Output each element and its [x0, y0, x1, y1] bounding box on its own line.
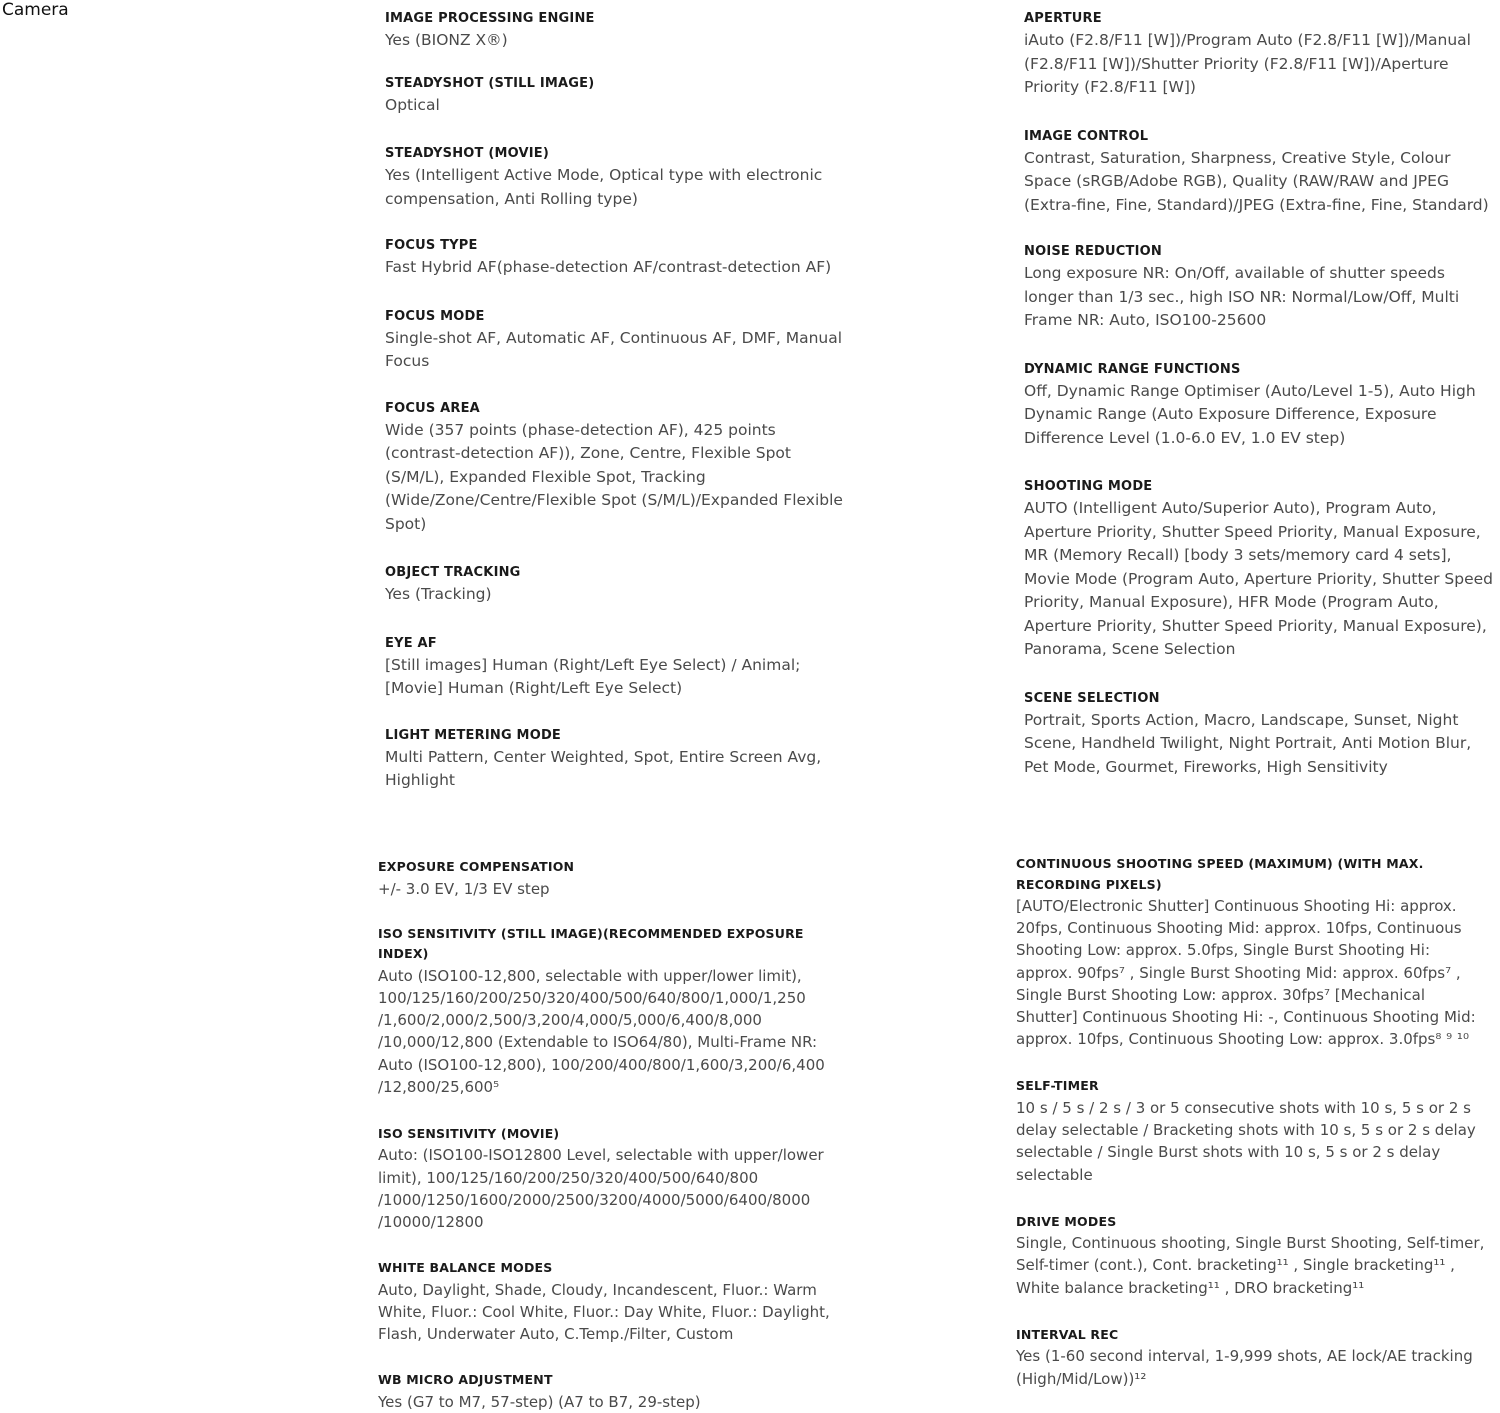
spec-label: SHOOTING MODE: [1024, 479, 1153, 494]
spec-value: AUTO (Intelligent Auto/Superior Auto), Program Auto, Aperture Priority, Shutter Speed Priority, Manual Exposure, MR (Memory Recall) [body 3 sets/memory card 4 sets], Movie Mode (Program Auto, Aperture Priority, Shutter Speed Priority, Manual Exposure), HFR Mode (Program Auto, Aperture Priority, Shutter Speed Priority, Manual Exposure), Panorama, Scene Selection: [1024, 499, 1494, 658]
spec-label: LIGHT METERING MODE: [385, 727, 562, 743]
spec-interval-rec: [1016, 1325, 1486, 1390]
spec-value: Yes (Tracking): [385, 585, 492, 603]
spec-column-4: [1016, 854, 1486, 1390]
spec-scene-selection: [1024, 688, 1494, 780]
spec-label: WB MICRO ADJUSTMENT: [378, 1372, 553, 1388]
spec-focus-type: [385, 235, 855, 280]
spec-shooting-mode: [1024, 476, 1494, 662]
spec-light-metering-mode: [385, 725, 855, 793]
spec-column-3: [378, 857, 843, 1413]
spec-column-2: [1024, 8, 1494, 779]
spec-steadyshot-still: [385, 73, 855, 118]
spec-label: SCENE SELECTION: [1024, 690, 1160, 706]
spec-white-balance-modes: [378, 1258, 843, 1345]
spec-value: [AUTO/Electronic Shutter] Continuous Shooting Hi: approx. 20fps, Continuous Shooting Mid: approx. 10fps, Continuous Shooting Low: approx. 5.0fps, Single Burst Shooting Hi: approx. 90fps⁷ , Single Burst Shooting Mid: approx. 60fps⁷ , Single Burst Shooting Low: approx. 30fps⁷ [Mechanical Shutter] Continuous Shooting Hi: -, Continuous Shooting Mid: approx. 10fps, Continuous Shooting Low: approx. 3.0fps⁸ ⁹ ¹⁰: [1016, 897, 1476, 1049]
spec-value: 10 s / 5 s / 2 s / 3 or 5 consecutive shots with 10 s, 5 s or 2 s delay selectable / Bracketing shots with 10 s, 5 s or 2 s delay selectable / Single Burst shots with 10 s, 5 s or 2 s delay selectable: [1016, 1098, 1476, 1184]
spec-label: STEADYSHOT (MOVIE): [385, 146, 550, 161]
spec-value: Auto (ISO100-12,800, selectable with upper/lower limit), 100/125/160/200/250/320/400/500/640/800/1,000/1,250 /1,600/2,000/2,500/3,200/4,000/5,000/6,400/8,000 /10,000/12,800 (Extendable to ISO64/80), Multi-Frame NR: Auto (ISO100-12,800), 100/200/400/800/1,600/3,200/6,400 /12,800/25,600⁵: [378, 966, 825, 1096]
spec-label: STEADYSHOT (STILL IMAGE): [385, 75, 595, 91]
spec-value: Off, Dynamic Range Optimiser (Auto/Level 1-5), Auto High Dynamic Range (Auto Exposure Difference, Exposure Difference Level (1.0-6.0 EV, 1.0 EV step): [1024, 381, 1476, 447]
spec-focus-area: [385, 398, 855, 537]
spec-value: Contrast, Saturation, Sharpness, Creative Style, Colour Space (sRGB/Adobe RGB), Quality (RAW/RAW and JPEG (Extra-fine, Fine, Standard)/JPEG (Extra-fine, Fine, Standard): [1024, 148, 1489, 214]
spec-value: [Still images] Human (Right/Left Eye Select) / Animal; [Movie] Human (Right/Left Eye Select): [385, 655, 801, 697]
spec-value: +/- 3.0 EV, 1/3 EV step: [378, 879, 550, 898]
spec-dynamic-range-functions: [1024, 359, 1494, 451]
spec-drive-modes: [1016, 1212, 1486, 1299]
spec-label: APERTURE: [1024, 11, 1102, 26]
spec-label: IMAGE PROCESSING ENGINE: [385, 11, 595, 26]
spec-continuous-shooting-speed: [1016, 854, 1486, 1050]
spec-exposure-compensation: [378, 857, 843, 900]
spec-label: NOISE REDUCTION: [1024, 244, 1162, 259]
spec-value: Yes (1-60 second interval, 1-9,999 shots, AE lock/AE tracking (High/Mid/Low))¹²: [1016, 1347, 1473, 1388]
spec-value: Multi Pattern, Center Weighted, Spot, Entire Screen Avg, Highlight: [385, 747, 822, 789]
spec-value: Yes (BIONZ X®): [385, 31, 508, 49]
spec-column-1: [385, 8, 855, 793]
spec-image-processing-engine: [385, 8, 855, 53]
spec-label: EYE AF: [385, 635, 437, 651]
spec-value: Optical: [385, 95, 440, 114]
spec-focus-mode: [385, 306, 855, 374]
spec-label: FOCUS TYPE: [385, 238, 478, 253]
spec-label: DRIVE MODES: [1016, 1213, 1117, 1229]
spec-steadyshot-movie: [385, 143, 855, 211]
spec-value: Single-shot AF, Automatic AF, Continuous AF, DMF, Manual Focus: [385, 328, 843, 370]
spec-label: SELF-TIMER: [1016, 1078, 1099, 1094]
spec-label: ISO SENSITIVITY (MOVIE): [378, 1125, 560, 1141]
spec-label: INTERVAL REC: [1016, 1326, 1119, 1342]
spec-value: Single, Continuous shooting, Single Burst Shooting, Self-timer, Self-timer (cont.), Cont. bracketing¹¹ , Single bracketing¹¹ , White balance bracketing¹¹ , DRO bracketing¹¹: [1016, 1234, 1485, 1297]
spec-iso-still: [378, 924, 843, 1098]
spec-label: WHITE BALANCE MODES: [378, 1260, 553, 1276]
spec-label: FOCUS AREA: [385, 400, 480, 416]
spec-object-tracking: [385, 562, 855, 607]
spec-aperture: [1024, 8, 1494, 100]
spec-image-control: [1024, 126, 1494, 218]
spec-value: Portrait, Sports Action, Macro, Landscape, Sunset, Night Scene, Handheld Twilight, Night Portrait, Anti Motion Blur, Pet Mode, Gourmet, Fireworks, High Sensitivity: [1024, 710, 1472, 776]
spec-eye-af: [385, 633, 855, 701]
spec-value: Yes (Intelligent Active Mode, Optical type with electronic compensation, Anti Rolling type): [385, 166, 823, 208]
spec-label: OBJECT TRACKING: [385, 565, 521, 580]
spec-label: ISO SENSITIVITY (STILL IMAGE)(RECOMMENDED EXPOSURE INDEX): [378, 925, 804, 962]
spec-value: Long exposure NR: On/Off, available of shutter speeds longer than 1/3 sec., high ISO NR: Normal/Low/Off, Multi Frame NR: Auto, ISO100-25600: [1024, 264, 1460, 329]
spec-self-timer: [1016, 1076, 1486, 1185]
spec-label: IMAGE CONTROL: [1024, 128, 1149, 144]
spec-value: Yes (G7 to M7, 57-step) (A7 to B7, 29-step): [378, 1392, 701, 1411]
spec-value: Fast Hybrid AF(phase-detection AF/contrast-detection AF): [385, 258, 832, 276]
spec-value: Auto, Daylight, Shade, Cloudy, Incandescent, Fluor.: Warm White, Fluor.: Cool White, Fluor.: Day White, Fluor.: Daylight, Flash, Underwater Auto, C.Temp./Filter, Custom: [378, 1280, 830, 1344]
spec-label: EXPOSURE COMPENSATION: [378, 859, 575, 874]
spec-label: CONTINUOUS SHOOTING SPEED (MAXIMUM) (WITH MAX. RECORDING PIXELS): [1016, 856, 1424, 892]
spec-value: Auto: (ISO100-ISO12800 Level, selectable with upper/lower limit), 100/125/160/200/250/320/400/500/640/800 /1000/1250/1600/2000/2500/3200/4000/5000/6400/8000 /10000/12800: [378, 1146, 824, 1232]
spec-value: Wide (357 points (phase-detection AF), 425 points (contrast-detection AF)), Zone, Centre, Flexible Spot (S/M/L), Expanded Flexible Spot, Tracking (Wide/Zone/Centre/Flexible Spot (S/M/L)/Expanded Flexible Spot): [385, 420, 843, 533]
section-title: Camera: [2, 0, 69, 20]
spec-noise-reduction: [1024, 241, 1494, 333]
spec-value: iAuto (F2.8/F11 [W])/Program Auto (F2.8/F11 [W])/Manual (F2.8/F11 [W])/Shutter Priority (F2.8/F11 [W])/Aperture Priority (F2.8/F11 [W]): [1024, 31, 1471, 96]
spec-label: DYNAMIC RANGE FUNCTIONS: [1024, 361, 1241, 377]
spec-iso-movie: [378, 1124, 843, 1233]
spec-label: FOCUS MODE: [385, 308, 485, 324]
